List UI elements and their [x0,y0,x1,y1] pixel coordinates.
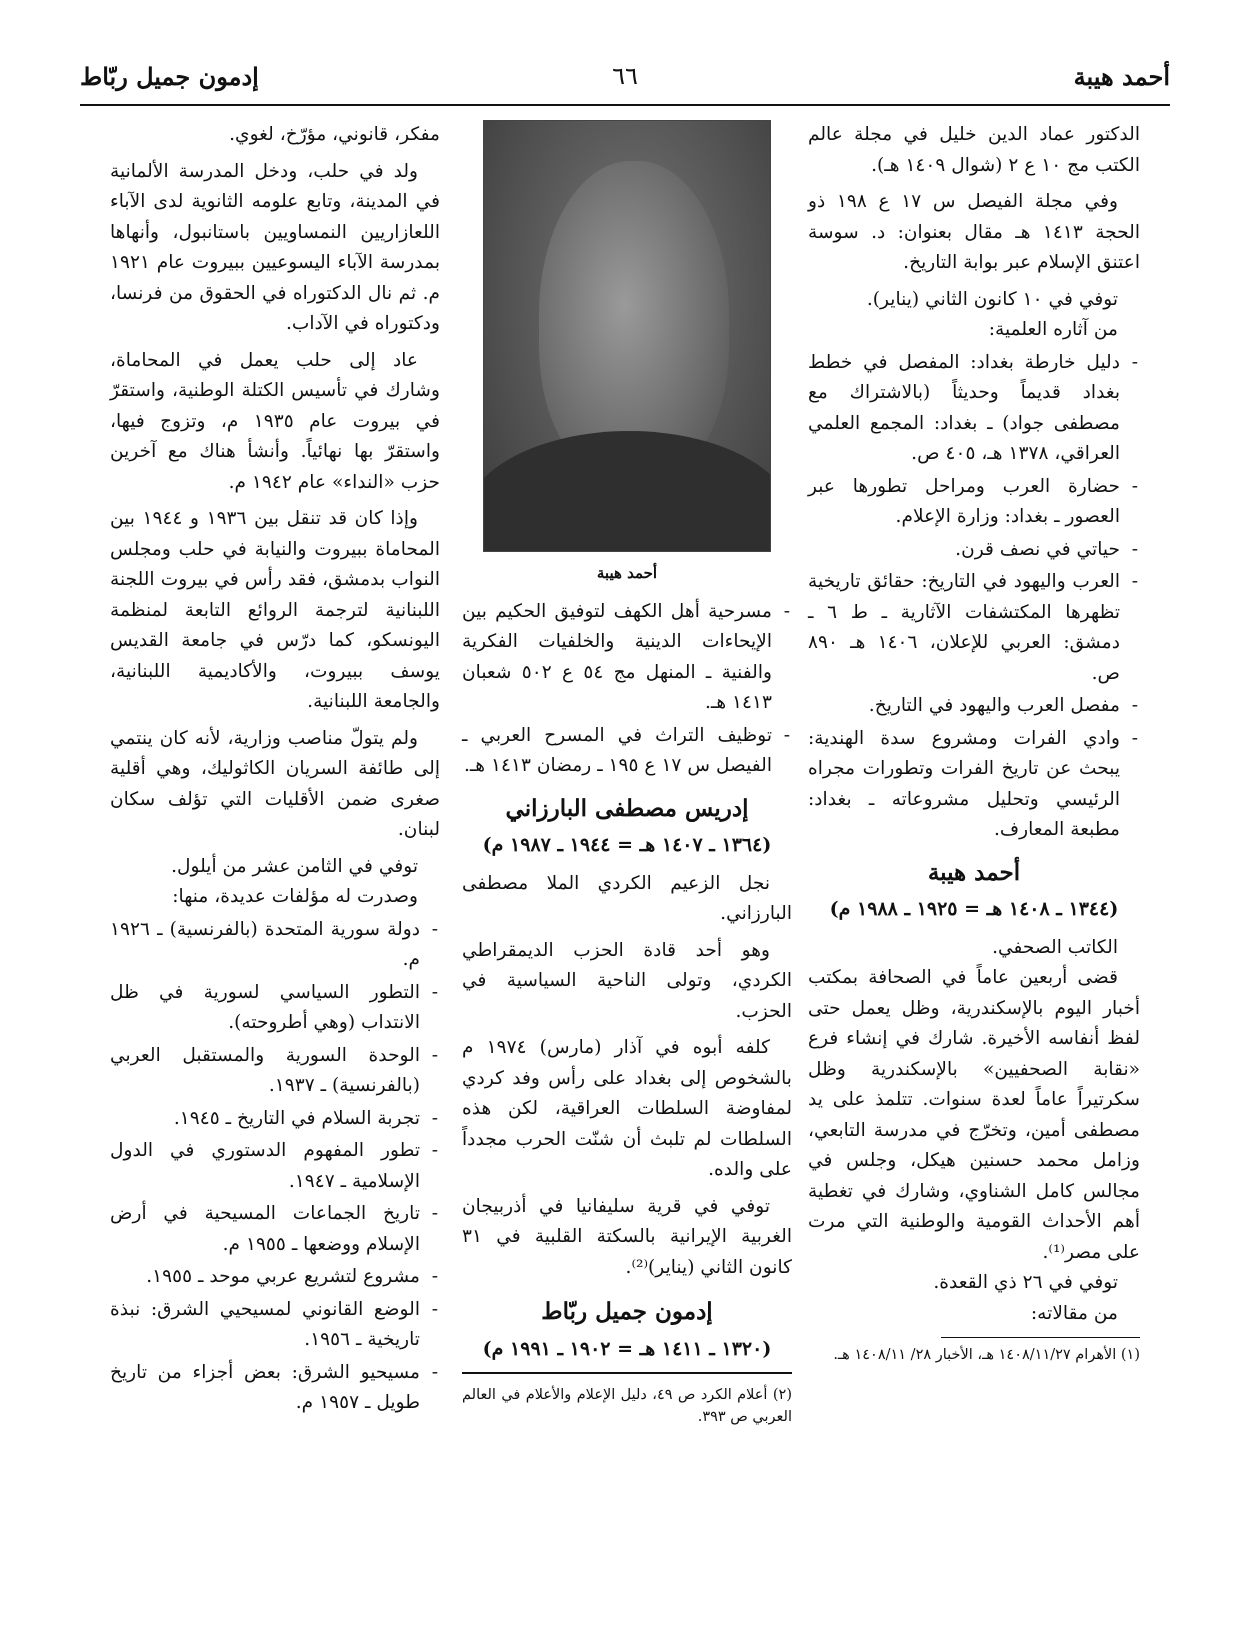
paragraph: كلفه أبوه في آذار (مارس) ١٩٧٤ م بالشخوص إلى بغداد على رأس وفد كردي لمفاوضة السلطات العراقية، لكن هذه السلطات لم تلبث أن شنّت الحرب مجدداً على والده. [462,1037,792,1180]
list-item: - حضارة العرب ومراحل تطورها عبر العصور ـ بغداد: وزارة الإعلام. [808,472,1140,533]
paragraph: الكاتب الصحفي. [992,936,1118,958]
paragraph: عاد إلى حلب يعمل في المحاماة، وشارك في تأسيس الكتلة الوطنية، واستقرّ في بيروت عام ١٩٣٥ م، وتزوج فيها، واستقرّ بها نهائياً. وأنشأ هناك مع آخرين حزب «النداء» عام ١٩٤٢ م. [110,349,440,493]
list-item: - مسرحية أهل الكهف لتوفيق الحكيم بين الإيحاءات الدينية والخلفيات الفكرية والفنية ـ المنهل مج ٥٤ ع ٥٠٢ شعبان ١٤١٣ هـ. [462,597,792,719]
paragraph: نجل الزعيم الكردي الملا مصطفى البارزاني. [462,872,792,924]
left-column [110,120,440,1423]
list-item: - الوحدة السورية والمستقبل العربي (بالفرنسية) ـ ١٩٣٧. [110,1041,440,1102]
entry-title: أحمد هيبة [927,858,1021,886]
paragraph: من مقالاته: [1030,1302,1118,1324]
paragraph: توفي في ١٠ كانون الثاني (يناير). [866,288,1118,310]
list-item: - توظيف التراث في المسرح العربي ـ الفيصل س ١٧ ع ١٩٥ ـ رمضان ١٤١٣ هـ. [462,721,792,782]
paragraph: قضى أربعين عاماً في الصحافة بمكتب أخبار اليوم بالإسكندرية، وظل يعمل حتى لفظ أنفاسه الأخيرة. شارك في إنشاء فرع «نقابة الصحفيين» بالإسكندرية وظل سكرتيراً عاماً لعدة سنوات. تتلمذ على يد مصطفى أمين، وتخرّج في مدرسة التابعي، وزامل محمد حسنين هيكل، وجلس في مجالس كامل الشناوي، وشارك في تغطية أهم الأحداث القومية والوطنية التي مرت على مصر⁽¹⁾. [808,967,1140,1263]
right-column [808,120,1140,1366]
middle-column [462,120,792,1428]
paragraph: وصدرت له مؤلفات عديدة، منها: [172,886,418,907]
list-item: - حياتي في نصف قرن. [808,535,1140,566]
paragraph: توفي في قرية سليفانيا في أذربيجان الغربية الإيرانية بالسكتة القلبية في ٣١ كانون الثاني (يناير)⁽²⁾. [462,1195,792,1278]
running-header [80,62,1170,96]
list-item: - مسيحيو الشرق: بعض أجزاء من تاريخ طويل ـ ١٩٥٧ م. [110,1358,440,1419]
entry-dates: (١٣٢٠ ـ ١٤١١ هـ = ١٩٠٢ ـ ١٩٩١ م) [482,1337,772,1360]
list-item: - الوضع القانوني لمسيحيي الشرق: نبذة تاريخية ـ ١٩٥٦. [110,1295,440,1356]
list-item: - تطور المفهوم الدستوري في الدول الإسلامية ـ ١٩٤٧. [110,1136,440,1197]
list-item: - وادي الفرات ومشروع سدة الهندية: يبحث عن تاريخ الفرات وتطورات مجراه الرئيسي وتحليل مشروعاته ـ بغداد: مطبعة المعارف. [808,724,1140,846]
header-right-name: أحمد هيبة [1073,62,1170,91]
footnote: (١) الأهرام ١٤٠٨/١١/٢٧ هـ، الأخبار ٢٨/ ١٤٠٨/١١ هـ. [833,1347,1140,1363]
list-item: - مشروع لتشريع عربي موحد ـ ١٩٥٥. [110,1262,440,1293]
entry-title: إدريس مصطفى البارزاني [505,794,749,822]
header-left-name: إدمون جميل ربّاط [80,62,259,91]
paragraph: الدكتور عماد الدين خليل في مجلة عالم الكتب مج ١٠ ع ٢ (شوال ١٤٠٩ هـ). [808,124,1140,176]
paragraph: ولد في حلب، ودخل المدرسة الألمانية في المدينة، وتابع علومه الثانوية لدى الآباء اللعازاريين النمساويين باستانبول، وأنهاها بمدرسة الآباء اليسوعيين ببيروت عام ١٩٢١ م. ثم نال الدكتوراه في الحقوق من فرنسا، ودكتوراه في الآداب. [110,160,440,334]
paragraph: توفي في الثامن عشر من أيلول. [171,855,418,877]
works-list [462,597,792,782]
footnote: (٢) أعلام الكرد ص ٤٩، دليل الإعلام والأعلام في العالم العربي ص ٣٩٣. [462,1387,792,1425]
footnote-rule [941,1337,1140,1338]
paragraph: توفي في ٢٦ ذي القعدة. [933,1272,1118,1293]
list-item: - تاريخ الجماعات المسيحية في أرض الإسلام ووضعها ـ ١٩٥٥ م. [110,1199,440,1260]
paragraph: وهو أحد قادة الحزب الديمقراطي الكردي، وتولى الناحية السياسية في الحزب. [462,939,792,1022]
entry-dates: (١٣٦٤ ـ ١٤٠٧ هـ = ١٩٤٤ ـ ١٩٨٧ م) [482,834,772,856]
list-item: - تجربة السلام في التاريخ ـ ١٩٤٥. [110,1104,440,1135]
list-item: - دولة سورية المتحدة (بالفرنسية) ـ ١٩٢٦ م. [110,915,440,976]
paragraph: وإذا كان قد تنقل بين ١٩٣٦ و ١٩٤٤ بين المحاماة ببيروت والنيابة في حلب ومجلس النواب بدمشق، فقد رأس في بيروت اللجنة اللبنانية لترجمة الروائع التابعة لمنظمة اليونسكو، كما درّس في جامعة القديس يوسف ببيروت، والأكاديمية اللبنانية، والجامعة اللبنانية. [110,508,440,712]
list-item: - العرب واليهود في التاريخ: حقائق تاريخية تظهرها المكتشفات الآثارية ـ ط ٦ ـ دمشق: العربي للإعلان، ١٤٠٦ هـ ٨٩٠ ص. [808,567,1140,689]
entry-title: إدمون جميل ربّاط [541,1298,713,1325]
works-list [110,915,440,1419]
paragraph: من آثاره العلمية: [988,319,1118,340]
footnote-rule [462,1372,792,1374]
entry-dates: (١٣٤٤ ـ ١٤٠٨ هـ = ١٩٢٥ ـ ١٩٨٨ م) [829,898,1119,920]
portrait-photo [483,120,771,552]
list-item: - التطور السياسي لسورية في ظل الانتداب (وهي أطروحته). [110,978,440,1039]
paragraph: مفكر، قانوني، مؤرّخ، لغوي. [229,124,440,145]
page-number: ٦٦ [612,62,638,90]
header-rule [80,104,1170,106]
paragraph: ولم يتولّ مناصب وزارية، لأنه كان ينتمي إلى طائفة السريان الكاثوليك، وهي أقلية صغرى ضمن الأقليات التي تؤلف سكان لبنان. [110,727,440,840]
works-list [808,348,1140,846]
list-item: - دليل خارطة بغداد: المفصل في خطط بغداد قديماً وحديثاً (بالاشتراك مع مصطفى جواد) ـ بغداد: المجمع العلمي العراقي، ١٣٧٨ هـ، ٤٠٥ ص. [808,348,1140,470]
paragraph: وفي مجلة الفيصل س ١٧ ع ١٩٨ ذو الحجة ١٤١٣ هـ مقال بعنوان: د. سوسة اعتنق الإسلام عبر بوابة التاريخ. [808,191,1140,273]
list-item: - مفصل العرب واليهود في التاريخ. [808,691,1140,722]
photo-caption: أحمد هيبة [596,564,658,582]
portrait-shoulders [483,431,771,552]
